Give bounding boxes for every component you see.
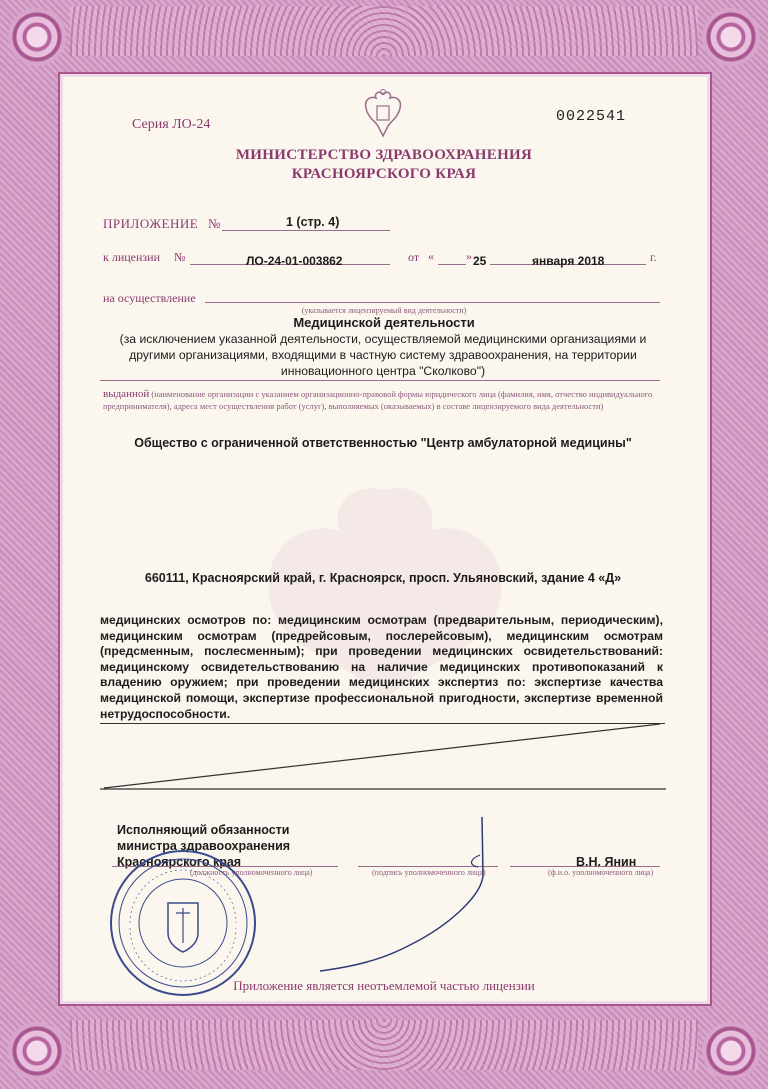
services-text: медицинских осмотров по: медицинским осмотрам (предварительным, периодическим), медицинским осмотрам (предрейсовым, послерейсовым), медицинским осмотрам (предсменным, послесменным); при проведении медицинских освидетельствований: медицинскому освидетельствованию на наличие медицинских противопоказаний к владению оружием; при проведении медицинских экспертиз по: экспертизе качества медицинской помощи, экспертизе профессиональной пригодности, экспертизе временной нетрудоспособности.: [100, 613, 663, 721]
ministry-name-line1: МИНИСТЕРСТВО ЗДРАВООХРАНЕНИЯ: [235, 147, 533, 163]
activity-description: (за исключением указанной деятельности, осуществляемой медицинскими организациями и другими организациями, входящими в частную систему здравоохранения, на территории инновационного центра "Сколково"): [119, 332, 647, 378]
activity-label: на осуществление: [103, 291, 196, 305]
issued-label: выданной: [103, 388, 150, 400]
series-label: Серия ЛО-24: [132, 117, 211, 132]
corner-rosette-icon: [8, 1022, 66, 1080]
corner-rosette-icon: [702, 1022, 760, 1080]
appendix-no-sign: №: [208, 216, 221, 231]
signatory-name: В.Н. Янин: [576, 855, 637, 869]
appendix-value: 1 (стр. 4): [286, 215, 340, 229]
license-from-label: от: [408, 250, 420, 264]
license-no-sign: №: [174, 250, 186, 264]
issued-caption-block: [103, 388, 663, 412]
caption-signature: (подпись уполномоченного лица): [372, 868, 486, 877]
activity-end-underline: [100, 380, 660, 381]
quote-close: »: [466, 249, 472, 263]
corner-rosette-icon: [8, 8, 66, 66]
organization-address: 660111, Красноярский край, г. Красноярск, просп. Ульяновский, здание 4 «Д»: [144, 571, 622, 585]
license-number: ЛО-24-01-003862: [246, 254, 343, 268]
license-day: 25: [473, 254, 487, 268]
issued-caption: (наименование организации с указанием организационно-правовой формы юридического лица (фамилия, имя, отчество индивидуального предпринимателя), адреса мест осуществления работ (услуг), выполняемых (оказываемых) в составе лицензируемого вида деятельности): [103, 389, 653, 411]
ministry-name-line2: КРАСНОЯРСКОГО КРАЯ: [291, 166, 477, 182]
appendix-label: ПРИЛОЖЕНИЕ: [103, 216, 199, 231]
caption-name: (ф.и.о. уполномоченного лица): [548, 868, 654, 877]
strike-through-lines: [100, 722, 666, 792]
handwritten-signature-icon: [300, 815, 500, 975]
activity-underline: [205, 302, 660, 303]
license-month-year: января 2018: [532, 254, 605, 268]
license-label: к лицензии: [103, 250, 160, 264]
footer-note: Приложение является неотъемлемой частью лицензии: [233, 978, 535, 993]
position-line3: Красноярского края: [117, 855, 242, 869]
top-ornament: [70, 6, 698, 56]
year-suffix: г.: [650, 250, 657, 264]
bottom-ornament: [70, 1020, 698, 1070]
activity-caption: (указывается лицензируемый вид деятельности): [301, 306, 467, 315]
quote-open: «: [428, 249, 434, 263]
position-line1: Исполняющий обязанности: [117, 823, 290, 837]
corner-rosette-icon: [702, 8, 760, 66]
day-underline: [438, 264, 466, 265]
official-stamp-icon: [108, 848, 258, 998]
organization-name: Общество с ограниченной ответственностью "Центр амбулаторной медицины": [134, 436, 632, 450]
caption-position: (должность уполномоченного лица): [190, 868, 313, 877]
form-number: 0022541: [556, 108, 627, 125]
coat-of-arms-icon: [360, 88, 406, 140]
position-line2: министра здравоохранения: [117, 839, 291, 853]
appendix-underline: [222, 230, 390, 231]
activity-title: Медицинской деятельности: [293, 315, 475, 330]
